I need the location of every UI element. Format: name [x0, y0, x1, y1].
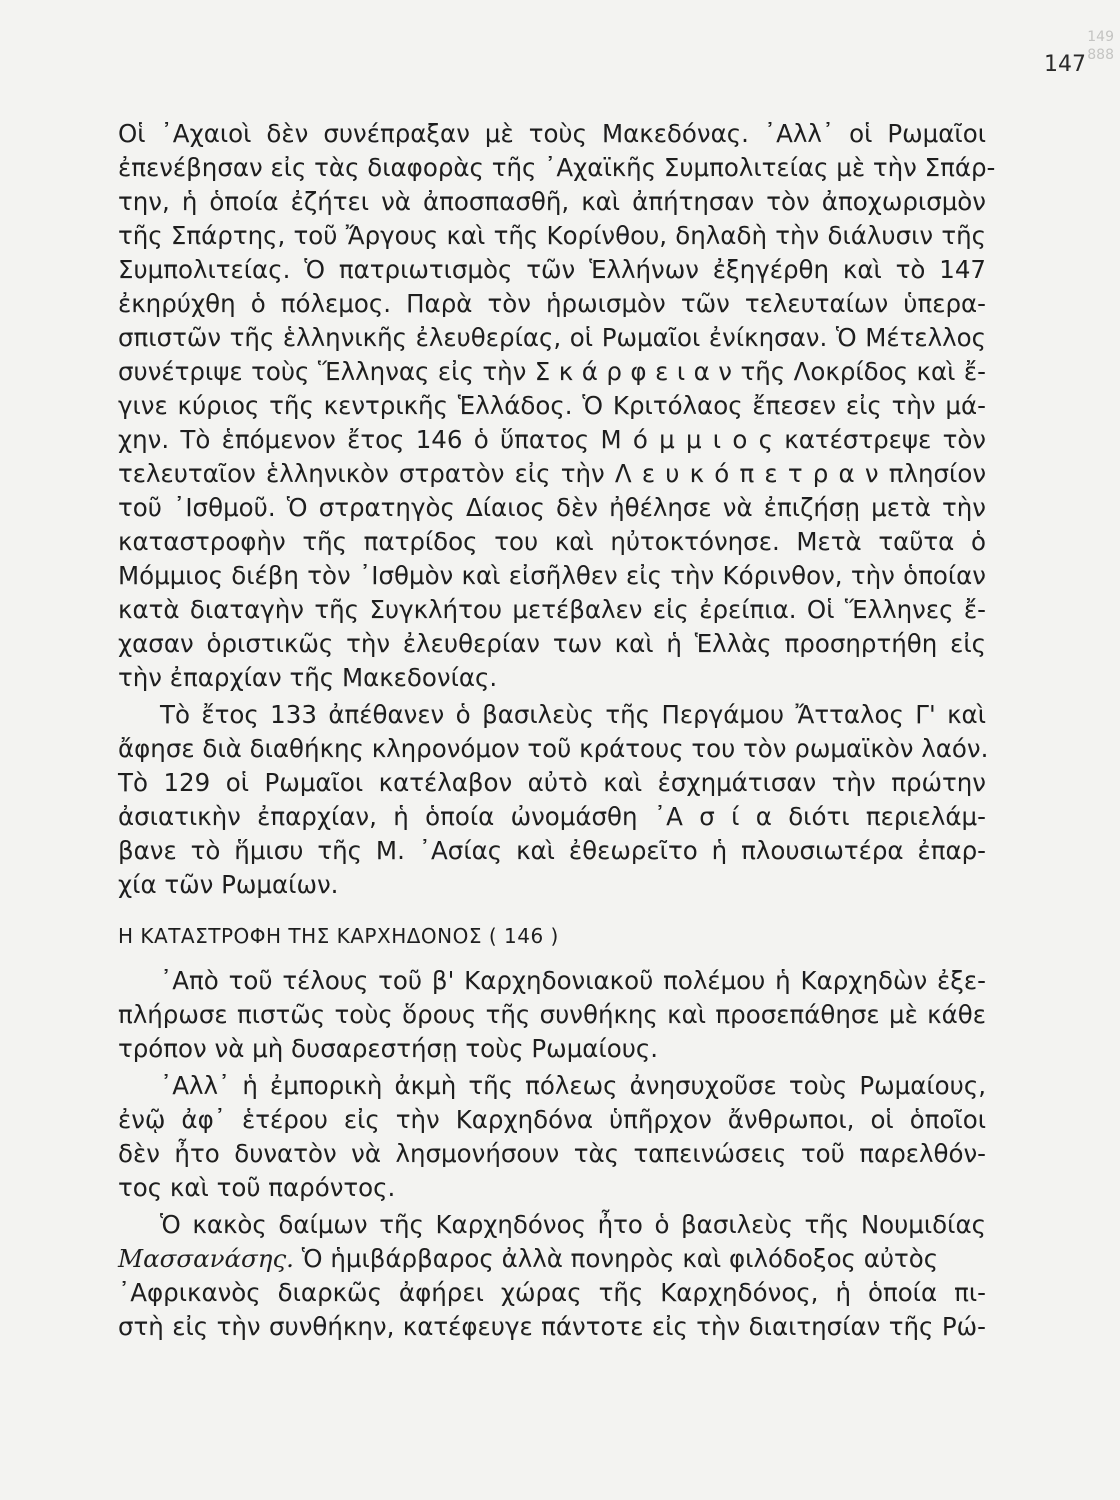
text-line: ᾿Απὸ τοῦ τέλους τοῦ β' Καρχηδονιακοῦ πολέμου ἡ Καρχηδὼν ἐξε-	[160, 966, 986, 995]
text-line: ᾿Αλλ᾿ ἡ ἐμπορικὴ ἀκμὴ τῆς πόλεως ἀνησυχοῦσε τοὺς Ρωμαίους,	[160, 1071, 986, 1100]
text-line: γινε κύριος τῆς κεντρικῆς Ἑλλάδος. Ὁ Κριτόλαος ἔπεσεν εἰς τὴν μά-	[118, 391, 986, 420]
text-line: ἐνῷ ἀφ᾿ ἑτέρου εἰς τὴν Καρχηδόνα ὑπῆρχον ἄνθρωποι, οἱ ὁποῖοι	[118, 1105, 986, 1134]
text-line: Συμπολιτείας. Ὁ πατριωτισμὸς τῶν Ἑλλήνων ἐξηγέρθη καὶ τὸ 147	[118, 255, 986, 284]
text-line: ἐκηρύχθη ὁ πόλεμος. Παρὰ τὸν ἡρωισμὸν τῶν τελευταίων ὑπερα-	[118, 289, 986, 318]
text-line: χην. Τὸ ἑπόμενον ἔτος 146 ὁ ὕπατος Μ ό μ μ ι ο ς κατέστρεψε τὸν	[118, 425, 986, 454]
text-line: πλήρωσε πιστῶς τοὺς ὅρους τῆς συνθήκης καὶ προσεπάθησε μὲ κάθε	[118, 1000, 986, 1029]
text-line: συνέτριψε τοὺς Ἕλληνας εἰς τὴν Σ κ ά ρ φ ε ι α ν τῆς Λοκρίδος καὶ ἔ-	[118, 357, 986, 386]
text-line: τὴν ἐπαρχίαν τῆς Μακεδονίας.	[118, 663, 498, 692]
text-line: χία τῶν Ρωμαίων.	[118, 870, 339, 899]
text-line: Τὸ 129 οἱ Ρωμαῖοι κατέλαβον αὐτὸ καὶ ἐσχημάτισαν τὴν πρώτην	[118, 768, 986, 797]
text-line: τος καὶ τοῦ παρόντος.	[118, 1173, 396, 1202]
text-line: τελευταῖον ἑλληνικὸν στρατὸν εἰς τὴν Λ ε υ κ ό π ε τ ρ α ν πλησίον	[118, 459, 986, 488]
text-line: ἐπενέβησαν εἰς τὰς διαφορὰς τῆς ᾿Αχαϊκῆς Συμπολιτείας μὲ τὴν Σπάρ-	[118, 153, 996, 182]
text-line: Ὁ κακὸς δαίμων τῆς Καρχηδόνος ἦτο ὁ βασιλεὺς τῆς Νουμιδίας	[160, 1210, 986, 1239]
text-line: τρόπον νὰ μὴ δυσαρεστήσῃ τοὺς Ρωμαίους.	[118, 1034, 659, 1063]
text-line: τῆς Σπάρτης, τοῦ Ἄργους καὶ τῆς Κορίνθου, δηλαδὴ τὴν διάλυσιν τῆς	[118, 221, 986, 250]
text-line: βανε τὸ ἥμισυ τῆς Μ. ᾿Ασίας καὶ ἐθεωρεῖτο ἡ πλουσιωτέρα ἐπαρ-	[118, 836, 986, 865]
section-heading: Η ΚΑΤΑΣΤΡΟΦΗ ΤΗΣ ΚΑΡΧΗΔΟΝΟΣ ( 146 )	[118, 924, 559, 948]
text-line: χασαν ὁριστικῶς τὴν ἐλευθερίαν των καὶ ἡ Ἑλλὰς προσηρτήθη εἰς	[118, 629, 986, 658]
text-line: Μόμμιος διέβη τὸν ᾿Ισθμὸν καὶ εἰσῆλθεν εἰς τὴν Κόρινθον, τὴν ὁποίαν	[118, 561, 986, 590]
text-line: ἄφησε διὰ διαθήκης κληρονόμον τοῦ κράτους του τὸν ρωμαϊκὸν λαόν.	[118, 734, 989, 763]
text-line: στὴ εἰς τὴν συνθήκην, κατέφευγε πάντοτε εἰς τὴν διαιτησίαν τῆς Ρώ-	[118, 1312, 986, 1341]
text-line: τοῦ ᾿Ισθμοῦ. Ὁ στρατηγὸς Δίαιος δὲν ἠθέλησε νὰ ἐπιζήσῃ μετὰ τὴν	[118, 493, 986, 522]
italic-name: Μασσανάσης.	[118, 1244, 294, 1273]
text-line: Τὸ ἔτος 133 ἀπέθανεν ὁ βασιλεὺς τῆς Περγάμου Ἄτταλος Γ' καὶ	[160, 700, 986, 729]
text-line: την, ἡ ὁποία ἐζήτει νὰ ἀποσπασθῆ, καὶ ἀπήτησαν τὸν ἀποχωρισμὸν	[118, 187, 986, 216]
bleed-through-page-number: 149 888	[1087, 29, 1114, 63]
text-line	[118, 1244, 938, 1274]
text-line: Οἱ ᾿Αχαιοὶ δὲν συνέπραξαν μὲ τοὺς Μακεδόνας. ᾿Αλλ᾿ οἱ Ρωμαῖοι	[118, 119, 986, 148]
text-line-continuation: Ὁ ἡμιβάρβαρος ἀλλὰ πονηρὸς καὶ φιλόδοξος αὐτὸς	[293, 1244, 939, 1273]
text-line: δὲν ἦτο δυνατὸν νὰ λησμονήσουν τὰς ταπεινώσεις τοῦ παρελθόν-	[118, 1139, 986, 1168]
text-line: καταστροφὴν τῆς πατρίδος του καὶ ηὐτοκτόνησε. Μετὰ ταῦτα ὁ	[118, 527, 986, 556]
text-line: σπιστῶν τῆς ἑλληνικῆς ἐλευθερίας, οἱ Ρωμαῖοι ἐνίκησαν. Ὁ Μέτελλος	[118, 323, 986, 352]
text-line: κατὰ διαταγὴν τῆς Συγκλήτου μετέβαλεν εἰς ἐρείπια. Οἱ Ἕλληνες ἔ-	[118, 595, 986, 624]
text-line: ᾿Αφρικανὸς διαρκῶς ἀφήρει χώρας τῆς Καρχηδόνος, ἡ ὁποία πι-	[118, 1278, 986, 1307]
page-number: 147	[1044, 52, 1086, 77]
text-line: ἀσιατικὴν ἐπαρχίαν, ἡ ὁποία ὠνομάσθη ᾿Α σ ί α διότι περιελάμ-	[118, 802, 986, 831]
